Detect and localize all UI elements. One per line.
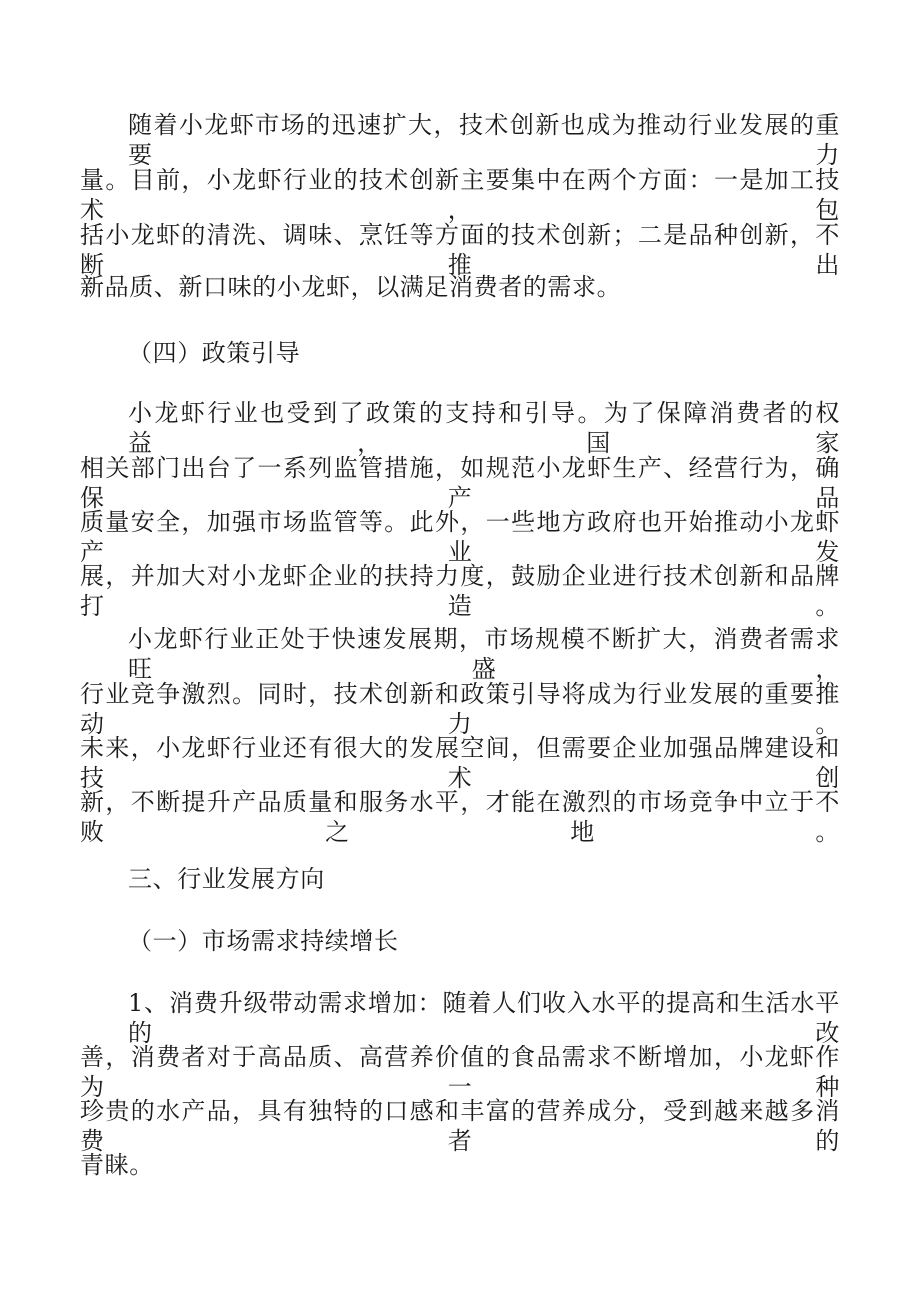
paragraph-line: 展，并加大对小龙虾企业的扶持力度，鼓励企业进行技术创新和品牌打造。 — [80, 562, 840, 620]
section-heading-demand: （一）市场需求持续增长 — [128, 927, 399, 955]
paragraph-line: 珍贵的水产品，具有独特的口感和丰富的营养成分，受到越来越多消费者的 — [80, 1097, 840, 1155]
paragraph-line: 新，不断提升产品质量和服务水平，才能在激烈的市场竞争中立于不败之地。 — [80, 788, 840, 846]
paragraph-line: 量。目前，小龙虾行业的技术创新主要集中在两个方面：一是加工技术，包 — [80, 166, 840, 224]
paragraph-line: 新品质、新口味的小龙虾，以满足消费者的需求。 — [80, 273, 622, 301]
section-heading-policy: （四）政策引导 — [128, 339, 301, 367]
paragraph-line: 随着小龙虾市场的迅速扩大，技术创新也成为推动行业发展的重要力 — [128, 111, 840, 169]
paragraph-line: 质量安全，加强市场监管等。此外，一些地方政府也开始推动小龙虾产业发 — [80, 508, 840, 566]
paragraph-line: 相关部门出台了一系列监管措施，如规范小龙虾生产、经营行为，确保产品 — [80, 454, 840, 512]
paragraph-line: 行业竞争激烈。同时，技术创新和政策引导将成为行业发展的重要推动力。 — [80, 680, 840, 738]
paragraph-line: 青睐。 — [80, 1151, 154, 1179]
paragraph-line: 小龙虾行业也受到了政策的支持和引导。为了保障消费者的权益，国家 — [128, 399, 840, 457]
paragraph-line: 小龙虾行业正处于快速发展期，市场规模不断扩大，消费者需求旺盛， — [128, 625, 840, 683]
paragraph-line: 善，消费者对于高品质、高营养价值的食品需求不断增加，小龙虾作为一种 — [80, 1043, 840, 1101]
paragraph-line: 括小龙虾的清洗、调味、烹饪等方面的技术创新；二是品种创新，不断推出 — [80, 221, 840, 279]
paragraph-line: 1、消费升级带动需求增加：随着人们收入水平的提高和生活水平的改 — [128, 989, 840, 1047]
section-heading-direction: 三、行业发展方向 — [128, 865, 325, 893]
paragraph-line: 未来，小龙虾行业还有很大的发展空间，但需要企业加强品牌建设和技术创 — [80, 734, 840, 792]
